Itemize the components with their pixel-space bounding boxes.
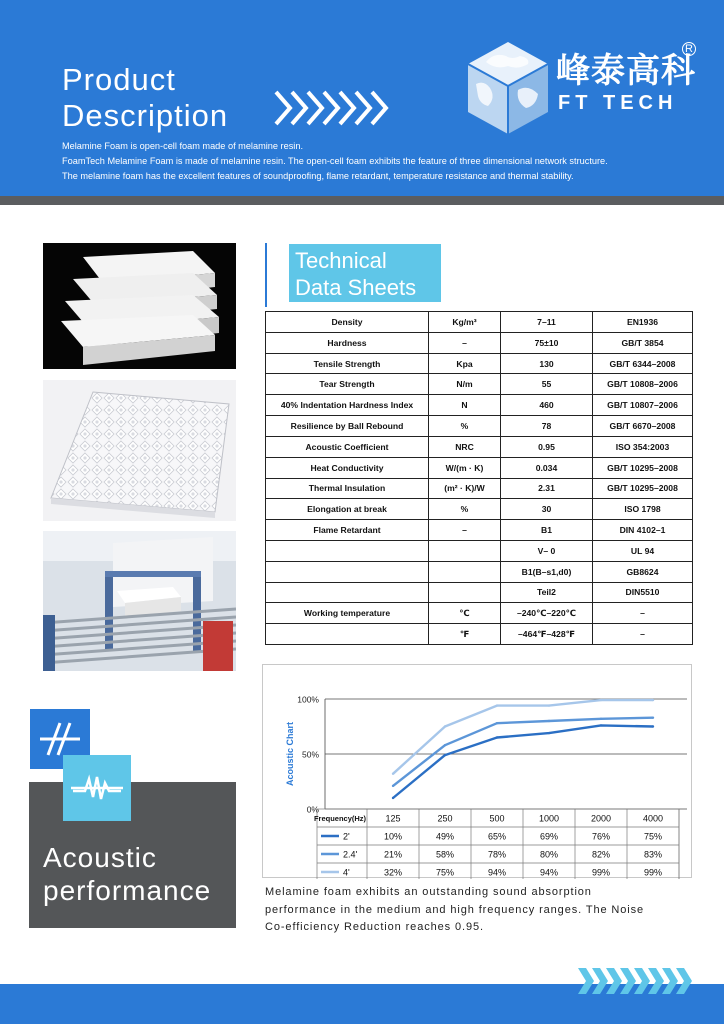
table-row: [266, 436, 693, 457]
section-accent-bar: [265, 243, 267, 307]
table-row: [266, 624, 693, 645]
data-point: [600, 699, 602, 701]
cell-property: Tear Strength: [266, 374, 429, 395]
cell-standard: DIN5510: [593, 582, 693, 603]
cell-value: –464℉–428℉: [501, 624, 593, 645]
cell-standard: GB/T 10295–2008: [593, 478, 693, 499]
y-tick-label: 100%: [297, 694, 319, 705]
cell-value: 78: [501, 416, 593, 437]
cell-value: –240℃–220℃: [501, 603, 593, 624]
factory-production-photo: [43, 531, 236, 671]
data-point: [652, 725, 654, 727]
cell-unit: ℃: [429, 603, 501, 624]
table-row: [266, 395, 693, 416]
data-label: 69%: [539, 831, 559, 842]
cell-unit: –: [429, 520, 501, 541]
series-line-3: [393, 700, 653, 774]
header-divider: [0, 196, 724, 205]
cell-property: Working temperature: [266, 603, 429, 624]
cell-property: [266, 624, 429, 645]
x-tick-label: 125: [385, 813, 401, 824]
cell-property: 40% Indentation Hardness Index: [266, 395, 429, 416]
legend-label: 4': [343, 867, 350, 878]
cell-property: Heat Conductivity: [266, 457, 429, 478]
cell-property: Hardness: [266, 332, 429, 353]
data-point: [652, 699, 654, 701]
cell-standard: GB/T 3854: [593, 332, 693, 353]
cell-value: 55: [501, 374, 593, 395]
data-point: [392, 797, 394, 799]
description-line: Melamine Foam is open-cell foam made of melamine resin.: [62, 141, 304, 151]
data-label: 75%: [643, 831, 663, 842]
data-label: 10%: [383, 831, 403, 842]
series-line-1: [393, 725, 653, 798]
data-point: [548, 720, 550, 722]
cell-unit: [429, 561, 501, 582]
cell-property: Acoustic Coefficient: [266, 436, 429, 457]
table-row: [266, 353, 693, 374]
tds-title-line-2: Data Sheets: [295, 275, 417, 300]
cell-unit: N/m: [429, 374, 501, 395]
acoustic-title-line-2: performance: [43, 875, 212, 906]
cell-unit: NRC: [429, 436, 501, 457]
technical-data-sheets-title: [289, 244, 441, 302]
data-point: [444, 744, 446, 746]
cell-standard: EN1936: [593, 312, 693, 333]
data-point: [392, 773, 394, 775]
legend-label: 2.4': [343, 849, 358, 860]
cell-standard: GB/T 10807–2006: [593, 395, 693, 416]
data-label: 82%: [591, 849, 611, 860]
data-label: 83%: [643, 849, 663, 860]
table-row: [266, 457, 693, 478]
cell-unit: (m² · K)/W: [429, 478, 501, 499]
cell-unit: %: [429, 416, 501, 437]
data-label: 76%: [591, 831, 611, 842]
table-row: [266, 416, 693, 437]
x-tick-label: 250: [437, 813, 453, 824]
y-axis-title: Acoustic Chart: [285, 721, 295, 787]
cell-value: 75±10: [501, 332, 593, 353]
description-line: Co-efficiency Reduction reaches 0.95.: [265, 921, 484, 933]
cell-property: Elongation at break: [266, 499, 429, 520]
acoustic-title-line-1: Acoustic: [43, 842, 157, 873]
data-label: 65%: [487, 831, 507, 842]
data-label: 80%: [539, 849, 559, 860]
table-row: [266, 540, 693, 561]
acoustic-chart-svg: [263, 665, 693, 879]
logo-english-name: FT TECH: [558, 92, 678, 114]
cell-standard: GB/T 10295–2008: [593, 457, 693, 478]
table-row: [266, 582, 693, 603]
cell-unit: Kg/m³: [429, 312, 501, 333]
legend-label: 2': [343, 831, 350, 842]
data-label: 75%: [435, 867, 455, 878]
cell-value: V– 0: [501, 540, 593, 561]
cell-value: Teil2: [501, 582, 593, 603]
acoustic-performance-title: [43, 841, 211, 907]
cell-unit: Kpa: [429, 353, 501, 374]
cube-globe-icon: [466, 40, 550, 136]
data-label: 49%: [435, 831, 455, 842]
technical-data-table: [265, 311, 693, 645]
data-label: 21%: [383, 849, 403, 860]
description-line: performance in the medium and high frequency ranges. The Noise: [265, 903, 645, 916]
data-point: [652, 717, 654, 719]
cell-property: Density: [266, 312, 429, 333]
egg-crate-foam-photo: [43, 380, 236, 521]
title-line-2: Description: [62, 98, 229, 133]
data-point: [600, 724, 602, 726]
cell-value: 460: [501, 395, 593, 416]
data-label: 94%: [487, 867, 507, 878]
cell-unit: ℉: [429, 624, 501, 645]
data-label: 78%: [487, 849, 507, 860]
cell-standard: –: [593, 624, 693, 645]
table-row: [266, 603, 693, 624]
logo-chinese-name: 峰泰高科: [556, 52, 696, 90]
chevron-arrows-icon: [272, 88, 392, 128]
table-row: [266, 561, 693, 582]
data-label: 94%: [539, 867, 559, 878]
cell-property: Flame Retardant: [266, 520, 429, 541]
acoustic-chart: [262, 664, 692, 878]
cell-standard: DIN 4102–1: [593, 520, 693, 541]
cell-property: [266, 561, 429, 582]
data-point: [496, 722, 498, 724]
acoustic-description: [265, 884, 695, 937]
cell-unit: W/(m · K): [429, 457, 501, 478]
cell-unit: [429, 540, 501, 561]
cell-value: 130: [501, 353, 593, 374]
x-tick-label: 4000: [642, 813, 664, 824]
cell-value: 0.034: [501, 457, 593, 478]
cell-standard: GB/T 6344–2008: [593, 353, 693, 374]
cell-property: [266, 540, 429, 561]
table-row: [266, 499, 693, 520]
data-point: [496, 704, 498, 706]
y-tick-label: 0%: [306, 804, 319, 815]
series-line-2: [393, 718, 653, 786]
description-line: Melamine foam exhibits an outstanding sound absorption: [265, 886, 592, 898]
cell-standard: GB/T 10808–2006: [593, 374, 693, 395]
product-description: [62, 139, 712, 184]
data-point: [444, 754, 446, 756]
cell-property: [266, 582, 429, 603]
page-title: [62, 62, 228, 134]
footer-chevron-icon: [576, 966, 696, 996]
cell-standard: ISO 354:2003: [593, 436, 693, 457]
x-tick-label: 500: [489, 813, 505, 824]
data-label: 99%: [591, 867, 611, 878]
description-line: The melamine foam has the excellent features of soundproofing, flame retardant, temperature resistance and thermal stability.: [62, 171, 574, 181]
data-point: [548, 704, 550, 706]
data-label: 58%: [435, 849, 455, 860]
table-row: [266, 478, 693, 499]
x-axis-title: Frequency(Hz): [313, 814, 367, 823]
data-point: [444, 725, 446, 727]
sound-frequency-icon: [63, 755, 131, 821]
cell-standard: GB/T 6670–2008: [593, 416, 693, 437]
cell-value: 0.95: [501, 436, 593, 457]
cell-value: 30: [501, 499, 593, 520]
data-point: [496, 736, 498, 738]
table-row: [266, 312, 693, 333]
data-label: 32%: [383, 867, 403, 878]
cell-standard: UL 94: [593, 540, 693, 561]
cell-value: B1(B–s1,d0): [501, 561, 593, 582]
cell-unit: %: [429, 499, 501, 520]
x-tick-label: 2000: [590, 813, 612, 824]
description-line: FoamTech Melamine Foam is made of melamine resin. The open-cell foam exhibits the feature of three dimensional network structure.: [62, 156, 608, 166]
title-line-1: Product: [62, 62, 176, 97]
cell-property: Thermal Insulation: [266, 478, 429, 499]
cell-property: Tensile Strength: [266, 353, 429, 374]
cell-standard: –: [593, 603, 693, 624]
cell-value: 2.31: [501, 478, 593, 499]
cell-standard: GB8624: [593, 561, 693, 582]
data-point: [548, 732, 550, 734]
data-label: 99%: [643, 867, 663, 878]
tds-title-line-1: Technical: [295, 248, 387, 273]
table-row: [266, 374, 693, 395]
cell-value: 7–11: [501, 312, 593, 333]
x-tick-label: 1000: [538, 813, 560, 824]
registered-mark: R: [682, 42, 696, 56]
cell-unit: –: [429, 332, 501, 353]
data-point: [600, 718, 602, 720]
data-point: [392, 785, 394, 787]
table-row: [266, 332, 693, 353]
table-row: [266, 520, 693, 541]
y-tick-label: 50%: [301, 749, 319, 760]
foam-sheets-photo: [43, 243, 236, 369]
cell-standard: ISO 1798: [593, 499, 693, 520]
cell-unit: N: [429, 395, 501, 416]
ft-tech-logo: [466, 40, 696, 140]
cell-unit: [429, 582, 501, 603]
cell-value: B1: [501, 520, 593, 541]
cell-property: Resilience by Ball Rebound: [266, 416, 429, 437]
